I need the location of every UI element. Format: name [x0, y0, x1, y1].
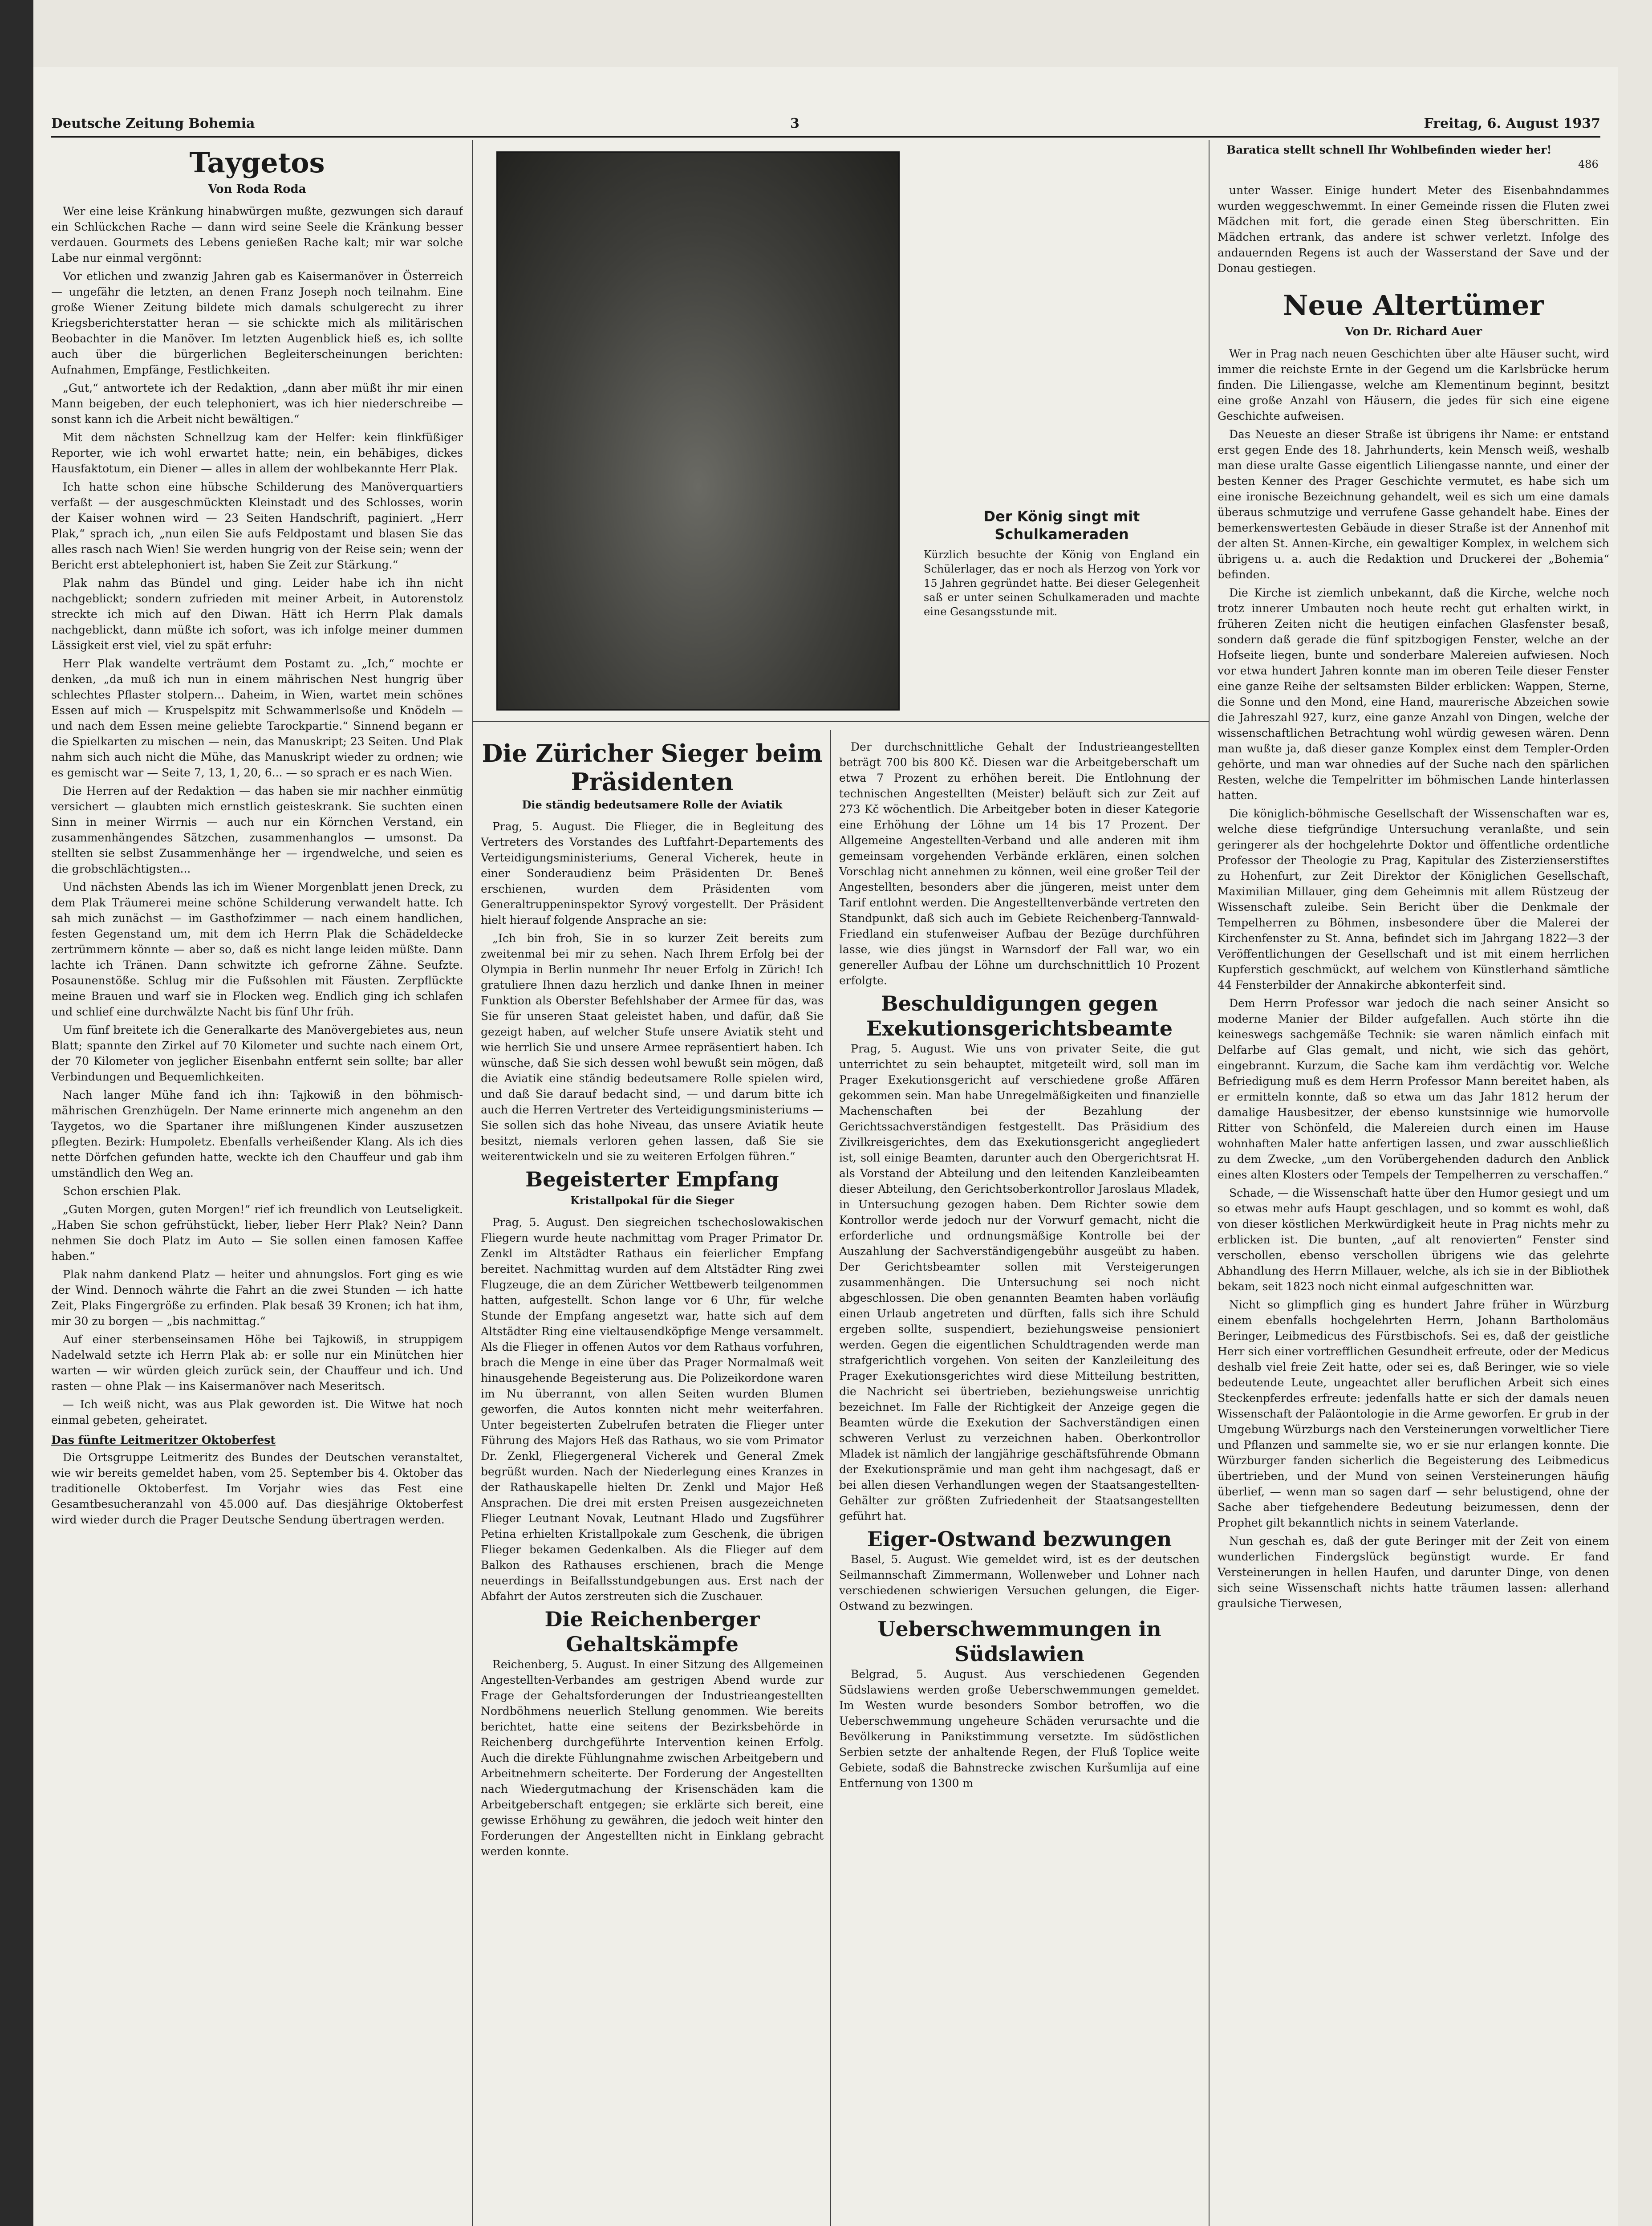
paragraph: Belgrad, 5. August. Aus verschiedenen Gegenden Südslawiens werden große Ueberschwemmungen gemeldet. Im Westen wurde besonders Sombor betroffen, wo die Ueberschwemmung ungeheure Schäden verursachte und die Bevölkerung in Panikstimmung versetzte. Im südöstlichen Serbien setzte der anhaltende Regen, der Fluß Toplice weite Gebiete, sodaß die Bahnstrecke zwischen Kuršumlija auf eine Entfernung von 1300 m [839, 1668, 1200, 1790]
column-2 [481, 739, 824, 2226]
paragraph: Plak nahm dankend Platz — heiter und ahnungslos. Fort ging es wie der Wind. Dennoch währte die Fahrt an die zwei Stunden — ich hatte Zeit, Plaks Fingergröße zu erfinden. Plak besaß 39 Kronen; ich hat ihm, mir 30 zu borgen — „bis nachmittag.“ [51, 1268, 463, 1328]
column-divider [1209, 140, 1210, 2226]
paragraph: Basel, 5. August. Wie gemeldet wird, ist es der deutschen Seilmannschaft Zimmermann, Wollenweber und Lohner nach verschiedenen schwierigen Versuchen gelungen, die Eiger-Ostwand zu bezwingen. [839, 1553, 1200, 1613]
paragraph: Dem Herrn Professor war jedoch die nach seiner Ansicht so moderne Manier der Bilder aufgefallen. Auch störte ihn die keineswegs sachgemäße Technik: sie waren nämlich einfach mit Delfarbe auf Glas gemalt, und nicht, wie sich das gehört, eingebrannt. Kurzum, die Sache kam ihm verdächtig vor. Welche Befriedigung muß es dem Herrn Professor Mann bereitet haben, als er ermitteln konnte, daß so etwa um das Jahr 1812 herum der damalige Hausbesitzer, der ebenso kunstsinnige wie humorvolle Ritter von Schönfeld, die Malereien durch einen im Hause wohnhaften Maler hatte anfertigen lassen, und zwar ausschließlich zu dem Zwecke, „um den Vorübergehenden dadurch den Anblick eines alten Klosters oder Tempels der Tempelherren zu verschaffen.“ [1218, 997, 1609, 1181]
article-byline: Von Dr. Richard Auer [1344, 325, 1482, 338]
paragraph: „Ich bin froh, Sie in so kurzer Zeit bereits zum zweitenmal bei mir zu sehen. Nach Ihrem Erfolg bei der Olympia in Berlin nunmehr Ihr neuer Erfolg in Zürich! Ich gratuliere Ihnen dazu herzlich und danke Ihnen in meiner Funktion als Oberster Befehlshaber der Armee für das, was Sie für unseren Staat geleistet haben, und dafür, daß Sie gezeigt haben, auf welcher Stufe unsere Aviatik steht und wie herrlich Sie und unsere Armee repräsentiert haben. Ich wünsche, daß Sie sich dessen wohl bewußt sein mögen, daß die Aviatik eine ständig bedeutsamere Rolle spielen wird, und daß Sie darauf bedacht sind, — und darum bitte ich auch die Herren Vertreter des Verteidigungsministeriums — Sie sollen sich das hohe Niveau, das unsere Aviatik heute besitzt, niemals verloren gehen lassen, daß Sie sie weiterentwickeln und sie zu weiteren Erfolgen führen.“ [481, 932, 824, 1163]
paragraph: Ich hatte schon eine hübsche Schilderung des Manöverquartiers verfaßt — der ausgeschmückten Kleinstadt und des Schlosses, worin der Kaiser wohnen wird — 23 Seiten Handschrift, paginiert. „Herr Plak,“ sprach ich, „nun eilen Sie aufs Feldpostamt und blasen Sie das alles rasch nach Wien! Sie werden hungrig von der Reise sein; wenn der Bericht erst abtelephoniert ist, haben Sie Zeit zur Stärkung.“ [51, 480, 463, 571]
article-title: Ueberschwemmungen in Südslawien [877, 1617, 1161, 1666]
article-title: Die Züricher Sieger beim Präsidenten [482, 739, 823, 796]
paragraph: Reichenberg, 5. August. In einer Sitzung des Allgemeinen Angestellten-Verbandes am gestrigen Abend wurde zur Frage der Gehaltsforderungen der Industrieangestellten Nordböhmens neuerlich Stellung genommen. Wie bereits berichtet, hatte eine seitens der Bezirksbehörde in Reichenberg durchgeführte Intervention keinen Erfolg. Auch die direkte Fühlungnahme zwischen Arbeitgebern und Arbeitnehmern scheiterte. Der Forderung der Angestellten nach Wiedergutmachung der Krisenschäden kam die Arbeitgeberschaft entgegen; sie erklärte sich bereit, eine gewisse Erhöhung zu gewähren, die jedoch weit hinter den Forderungen der Angestellten nicht in Einklang gebracht werden konnte. [481, 1658, 824, 1858]
header-rule [51, 136, 1600, 138]
ad-note: Baratica stellt schnell Ihr Wohlbefinden wieder her! [1226, 143, 1552, 156]
article-title: Beschuldigungen gegen Exekutionsgerichtsbeamte [866, 991, 1173, 1040]
article-title: Taygetos [189, 147, 325, 179]
paragraph: Und nächsten Abends las ich im Wiener Morgenblatt jenen Dreck, zu dem Plak Träumerei meine schöne Schilderung verwandelt hatte. Ich sah mich zunächst — im Gasthofzimmer — nach einem handlichen, festen Gegenstand um, mit dem ich Herrn Plak die Schädeldecke zertrümmern könnte — aber so, daß es nicht lange leiden müßte. Dann lachte ich Tränen. Dann schwitzte ich gefrorne Zähne. Seufzte. Posaunenstöße. Schlug mir die Fußsohlen mit Fäusten. Zerpflückte meine Brauen und warf sie in Flocken weg. Endlich ging ich schlafen und schlief eine durchwälzte Nacht bis fünf Uhr früh. [51, 881, 463, 1018]
paragraph: Wer in Prag nach neuen Geschichten über alte Häuser sucht, wird immer die reichste Ernte in der Gegend um die Karlsbrücke herum finden. Die Liliengasse, welche am Klementinum beginnt, besitzt eine große Anzahl von Häusern, die jedes für sich eine eigene Geschichte aufweisen. [1218, 347, 1609, 422]
paragraph: Nicht so glimpflich ging es hundert Jahre früher in Würzburg einem ebenfalls hochgelehrten Herrn, Johann Bartholomäus Beringer, Leibmedicus des Fürstbischofs. Sei es, daß der geistliche Herr sich einer vortrefflichen Gesundheit erfreute, oder der Medicus deshalb viel freie Zeit hatte, oder sei es, daß Beringer, wie so viele bedeutende Leute, ungeachtet aller beruflichen Arbeit sich eines Steckenpferdes erfreute: jedenfalls hatte er sich der damals neuen Wissenschaft der Paläontologie in die Arme geworfen. Er grub in der Umgebung Würzburgs nach den Versteinerungen vorweltlicher Tiere und Pflanzen und sammelte sie, wo er sie nur erlangen konnte. Die Würzburger fanden sicherlich die Begeisterung des Leibmedicus übertrieben, und der Mund von seinen Versteinerungen häufig überlief, — wenn man so sagen darf — sehr belustigend, ohne der Sache aber tiefgehendere Bedeutung beizumessen, denn der Prophet gilt bekanntlich nichts in seinem Vaterlande. [1218, 1298, 1609, 1529]
article-subtitle: Kristallpokal für die Sieger [570, 1194, 735, 1207]
article-title: Die Reichenberger Gehaltskämpfe [544, 1607, 760, 1656]
column-divider [830, 730, 831, 2226]
paper-name: Deutsche Zeitung Bohemia [51, 116, 255, 131]
article-title: Begeisterter Empfang [525, 1167, 779, 1191]
column-divider [472, 140, 473, 2226]
paragraph: Die Kirche ist ziemlich unbekannt, daß die Kirche, welche noch trotz innerer Umbauten noch heute recht gut erhalten wirkt, in früheren Zeiten nicht die heutigen einfachen Glasfenster besaß, sondern daß gerade die fünf spitzbogigen Fenster, welche an der Hofseite liegen, bunte und sonderbare Malereien aufwiesen. Noch vor etwa hundert Jahren konnte man im oberen Teile dieser Fenster eine ganze Reihe der seltsamsten Bilder erblicken: Wappen, Sterne, die Sonne und den Mond, eine Hand, maurerische Abzeichen sowie die Jahreszahl 927, kurz, eine ganze Anzahl von Dingen, welche der wissenschaftlichen Betrachtung wohl würdig gewesen wären. Denn man wußte ja, daß dieser ganze Komplex einst dem Templer-Orden gehörte, und man war ohnedies auf der Suche nach den spärlichen Resten, welche die Tempelritter im böhmischen Lande hinterlassen hatten. [1218, 586, 1609, 802]
paragraph: Prag, 5. August. Die Flieger, die in Begleitung des Vertreters des Vorstandes des Luftfahrt-Departements des Verteidigungsministeriums, General Vicherek, heute in einer Sonderaudienz beim Präsidenten Dr. Beneš erschienen, wurden dem Präsidenten vom Generaltruppeninspektor Syrový vorgestellt. Der Präsident hielt hierauf folgende Ansprache an sie: [481, 820, 824, 926]
paragraph: „Guten Morgen, guten Morgen!“ rief ich freundlich von Leutseligkeit. „Haben Sie schon gefrühstückt, lieber, lieber Herr Plak? Nein? Dann nehmen Sie doch Platz im Auto — Sie sollen einen famosen Kaffee haben.“ [51, 1203, 463, 1263]
paragraph: Der durchschnittliche Gehalt der Industrieangestellten beträgt 700 bis 800 Kč. Diesen war die Arbeitgeberschaft um etwa 7 Prozent zu erhöhen bereit. Die Entlohnung der technischen Angestellten (Meister) beläuft sich zur Zeit auf 273 Kč wöchentlich. Die Arbeitgeber boten in dieser Kategorie eine Erhöhung der Löhne um 14 bis 17 Prozent. Der Allgemeine Angestellten-Verband und alle anderen mit ihm gemeinsam vorgehenden Verbände erklären, einen solchen Vorschlag nicht annehmen zu können, weil eine großer Teil der Angestellten, besonders aber die jüngeren, meist unter dem Tarif entlohnt werden. Die Angestelltenverbände vertreten den Standpunkt, daß sich auch im Gebiete Reichenberg-Tannwald-Friedland ein stufenweiser Aufbau der Bezüge durchführen lasse, wie dies jüngst in Warnsdorf der Fall war, wo ein genereller Aufbau der Löhne um durchschnittlich 10 Prozent erfolgte. [839, 740, 1200, 987]
paragraph: „Gut,“ antwortete ich der Redaktion, „dann aber müßt ihr mir einen Mann beigeben, der euch telephoniert, was ich hier niederschreibe — sonst kann ich die Arbeit nicht bewältigen.“ [51, 382, 463, 426]
paragraph: — Ich weiß nicht, was aus Plak geworden ist. Die Witwe hat noch einmal gebeten, geheiratet. [51, 1398, 463, 1426]
paragraph: Das Neueste an dieser Straße ist übrigens ihr Name: er entstand erst gegen Ende des 18. Jahrhunderts, kein Mensch weiß, weshalb man diese uralte Gasse eigentlich Liliengasse nannte, und einer der besten Kenner des Prager Geschichte vermutet, es habe sich um eine ironische Bezeichnung gehandelt, weil es sich um eine damals überaus schmutzige und verrufene Gasse gehandelt habe. Eines der bemerkenswertesten Gebäude in dieser Straße ist der Annenhof mit der alten St. Annen-Kirche, ein gewaltiger Komplex, in welchem sich übrigens u. a. auch die Redaktion und Druckerei der „Bohemia“ befinden. [1218, 428, 1609, 581]
paragraph: Mit dem nächsten Schnellzug kam der Helfer: kein flinkfüßiger Reporter, wie ich wohl erwartet hatte; nein, ein behäbiges, dickes Hausfaktotum, ein Diener — alles in allem der wohlbekannte Herr Plak. [51, 431, 463, 475]
paragraph: Vor etlichen und zwanzig Jahren gab es Kaisermanöver in Österreich — ungefähr die letzten, an denen Franz Joseph noch teilnahm. Eine große Wiener Zeitung bildete mich damals schulgerecht zu ihrer Kriegsberichterstatter heran — sie schickte mich als militärischen Beobachter in die Manöver. Im letzten Augenblick hieß es, ich sollte auch über die bürgerlichen Begleiterscheinungen berichten: Aufnahmen, Empfänge, Festlichkeiten. [51, 270, 463, 376]
paragraph: Um fünf breitete ich die Generalkarte des Manövergebietes aus, neun Blatt; spannte den Zirkel auf 70 Kilometer und suchte nach einem Ort, der 70 Kilometer von jeglicher Eisenbahn entfernt sein sollte; bar aller Verbindungen und Bequemlichkeiten. [51, 1024, 463, 1083]
article-title: Neue Altertümer [1283, 289, 1544, 321]
paragraph: Auf einer sterbenseinsamen Höhe bei Tajkowiß, in struppigem Nadelwald setzte ich Herrn Plak ab: er solle nur ein Minütchen hier warten — wir würden gleich zurück sein, der Chauffeur und ich. Und rasten — ohne Plak — ins Kaisermanöver nach Meseritsch. [51, 1333, 463, 1393]
newspaper-page [33, 67, 1618, 2226]
paragraph: Prag, 5. August. Den siegreichen tschechoslowakischen Fliegern wurde heute nachmittag vom Prager Primator Dr. Zenkl im Altstädter Rathaus ein feierlicher Empfang bereitet. Nachmittag wurden auf dem Altstädter Ring zwei Flugzeuge, die an dem Züricher Wettbewerb teilgenommen hatten, aufgestellt. Schon lange vor 6 Uhr, für welche Stunde der Empfang angesetzt war, hatte sich auf dem Altstädter Ring eine vieltausendköpfige Menge versammelt. Als die Flieger in offenen Autos vor dem Rathaus vorfuhren, brach die Menge in eine über das Prager Normalmaß weit hinausgehende Begeisterung aus. Die Polizeikordone waren im Nu überrannt, von allen Seiten wurden Blumen geworfen, die Autos konnten nicht mehr weiterfahren. Unter begeisterten Zubelrufen betraten die Flieger unter Führung des Majors Heß das Rathaus, wo sie vom Primator Dr. Zenkl, Fliegergeneral Vicherek und General Zmek begrüßt wurden. Nach der Niederlegung eines Kranzes in der Rathauskapelle hielten Dr. Zenkl und Major Heß Ansprachen. Die drei mit ersten Preisen ausgezeichneten Flieger Leutnant Novak, Leutnant Hlado und Zugsführer Petina erhielten Kristallpokale zum Geschenk, die übrigen Flieger bekamen Gedenkalben. Als die Flieger auf dem Balkon des Rathauses erschienen, brach die Menge neuerdings in Beifallsstundgebungen aus. Erst nach der Abfahrt der Autos zerstreuten sich die Zuschauer. [481, 1216, 824, 1603]
paragraph: Plak nahm das Bündel und ging. Leider habe ich ihn nicht nachgeblickt; sondern zufrieden mit meiner Arbeit, in Autorenstolz streckte ich mich auf den Diwan. Hätt ich Herrn Plak damals nachgeblickt, dann müßte ich sofort, was ich infolge meiner dummen Lässigkeit erst viel, viel zu spät erfuhr: [51, 577, 463, 652]
caption-text: Kürzlich besuchte der König von England ein Schülerlager, das er noch als Herzog von York vor 15 Jahren gegründet hatte. Bei dieser Gelegenheit saß er unter seinen Schulkameraden und machte eine Gesangsstunde mit. [924, 548, 1200, 618]
section-rule [472, 721, 1209, 722]
scan-margin [0, 0, 33, 2226]
column-1 [51, 147, 463, 2226]
paragraph: Die königlich-böhmische Gesellschaft der Wissenschaften war es, welche diese tiefgründige Untersuchung veranlaßte, und sein geringerer als der hochgelehrte Doktor und öffentliche ordentliche Professor der Theologie zu Prag, Kapitular des Zisterzienserstiftes zu Hohenfurt, zur Zeit Direktor der Königlichen Gesellschaft, Maximilian Millauer, ging dem Geheimnis mit allem Rüstzeug der Wissenschaft zuleibe. Sein Bericht über die Denkmale der Tempelherren zu Böhmen, insbesondere über die Malerei der Kirchenfenster zu St. Anna, befindet sich im Jahrgang 1822—3 der Veröffentlichungen der Gesellschaft und ist mit einem herrlichen Kupferstich geschmückt, auf welchem von Künstlerhand sämtliche 44 Fensterbilder der Annakirche abkonterfeit sind. [1218, 807, 1609, 991]
caption-title: Der König singt mit Schulkameraden [983, 508, 1140, 543]
page-number: 3 [790, 116, 800, 131]
article-title: Eiger-Ostwand bezwungen [867, 1527, 1172, 1551]
notice-title: Das fünfte Leitmeritzer Oktoberfest [51, 1434, 276, 1446]
paragraph: Prag, 5. August. Wie uns von privater Seite, die gut unterrichtet zu sein behauptet, mitgeteilt wird, soll man im Prager Exekutionsgericht auf verschiedene große Affären gekommen sein. Man habe Unregelmäßigkeiten und finanzielle Machenschaften bei der Bezahlung der Gerichtssachverständigen festgestellt. Das Präsidium des Zivilkreisgerichtes, dem das Exekutionsgericht angegliedert ist, soll einige Beamten, darunter auch den Obergerichtsrat H. als Vorstand der Abteilung und den leitenden Kanzleibeamten dieser Abteilung, den Gerichtsoberkontrollor Jaroslaus Mladek, in Untersuchung gezogen haben. Dem Richter sowie dem Kontrollor werde jedoch nur der Vorwurf gemacht, nicht die erforderliche und ordnungsmäßige Kontrolle bei der Auszahlung der Sachverständigengebühr ausgeübt zu haben. Der Gerichtsbeamter sollen mit Versteigerungen zusammenhängen. Die Untersuchung sei noch nicht abgeschlossen. Die oben genannten Beamten haben vorläufig einen Urlaub angetreten und dürften, falls sich ihre Schuld ergeben sollte, suspendiert, beziehungsweise pensioniert werden. Gegen die eigentlichen Schuldtragenden werde man strafgerichtlich vorgehen. Von seiten der Kanzleileitung des Prager Exekutionsgerichtes wird diese Mitteilung bestritten, die Nachricht sei übertrieben, beziehungsweise unrichtig bezeichnet. Im Falle der Richtigkeit der Anzeige gegen die Beamten würde die Exekution der Sachverständigen einen schweren Verlust zu verzeichnen haben. Oberkontrollor Mladek ist nämlich der langjährige geschäftsführende Obmann der Exekutionsprämie und man geht ihm nachgesagt, daß er bei allen diesen Verhandlungen wegen der Staatsangestellten-Gehälter zur größten Zufriedenheit der Staatsangestellten geführt hat. [839, 1042, 1200, 1523]
paragraph: Nun geschah es, daß der gute Beringer mit der Zeit von einem wunderlichen Findergslück begünstigt wurde. Er fand Versteinerungen in hellen Haufen, und darunter Dinge, von denen sich seine Wissenschaft nichts hatte träumen lassen: allerhand graulsiche Tierwesen, [1218, 1535, 1609, 1610]
article-byline: Von Roda Roda [208, 183, 306, 196]
paragraph: Schade, — die Wissenschaft hatte über den Humor gesiegt und um so etwas mehr aufs Haupt geschlagen, und so kommt es wohl, daß von dieser köstlichen Merkwürdigkeit heute in Prag nichts mehr zu erblicken ist. Die bunten, „auf alt renovierten“ Fenster sind verschollen, ebenso verschollen übrigens wie das gelehrte Abhandlung des Herrn Millauer, welche, als ich sie in der Bibliothek bekam, seit 1823 noch nicht einmal aufgeschnitten war. [1218, 1186, 1609, 1293]
notice-text: Die Ortsgruppe Leitmeritz des Bundes der Deutschen veranstaltet, wie wir bereits gemeldet haben, vom 25. September bis 4. Oktober das traditionelle Oktoberfest. Im Vorjahr wies das Fest eine Gesamtbesucheranzahl von 45.000 auf. Das diesjährige Oktoberfest wird wieder durch die Prager Deutsche Sendung übertragen werden. [51, 1451, 463, 1526]
ad-code: 486 [1578, 158, 1599, 171]
paragraph: Wer eine leise Kränkung hinabwürgen mußte, gezwungen sich darauf ein Schlückchen Rache — dann wird seine Seele die Kränkung besser verdauen. Gourmets des Lebens genießen Rache kalt; mir war solche Labe nur einmal vergönnt: [51, 205, 463, 264]
photo-caption [924, 508, 1200, 619]
paragraph: Herr Plak wandelte verträumt dem Postamt zu. „Ich,“ mochte er denken, „da muß ich nun in einem mährischen Nest hungrig über schlechtes Pflaster stolpern... Daheim, in Wien, wartet mein schönes Essen auf mich — Kruspelspitz mit Schwammerlsoße und Knödeln — und nach dem Essen meine geliebte Tarockpartie.“ Sinnend begann er die Spielkarten zu mischen — nein, das Manuskript; 23 Seiten. Und Plak nahm sich auch nicht die Mühe, das Manuskript wieder zu ordnen; wie es gemischt war — Seite 7, 13, 1, 20, 6... — so sprach er es nach Wien. [51, 657, 463, 779]
issue-date: Freitag, 6. August 1937 [1424, 116, 1600, 131]
column-3 [839, 739, 1200, 2226]
photo-king-singing [496, 151, 900, 711]
article-subtitle: Die ständig bedeutsamere Rolle der Aviatik [522, 798, 783, 811]
paragraph: Schon erschien Plak. [63, 1185, 181, 1198]
paragraph: unter Wasser. Einige hundert Meter des Eisenbahndammes wurden weggeschwemmt. In einer Gemeinde rissen die Fluten zwei Mädchen mit fort, die gerade einen Steg überschritten. Ein Mädchen ertrank, das andere ist schwer verletzt. Infolge des andauernden Regens ist auch der Wasserstand der Save und der Donau gestiegen. [1218, 184, 1609, 275]
paragraph: Nach langer Mühe fand ich ihn: Tajkowiß in den böhmisch-mährischen Grenzhügeln. Der Name erinnerte mich angenehm an den Taygetos, wo die Spartaner ihre mißlungenen Kinder auszusetzen pflegten. Bezirk: Humpoletz. Ebenfalls verheißender Klang. Als ich dies nette Dörfchen gefunden hatte, weckte ich den Chauffeur und gab ihm umständlich den Weg an. [51, 1089, 463, 1179]
column-4 [1218, 183, 1609, 2226]
paragraph: Die Herren auf der Redaktion — das haben sie mir nachher einmütig versichert — glaubten mich ernstlich geisteskrank. Sie suchten einen Sinn in meiner Wirrnis — auch nur ein Körnchen Verstand, ein zusammenhängendes Sätzchen, zusammenhanglos — umsonst. Da stellten sie selbst Zusammenhänge her — irgendwelche, und seien es die grobschlächtigsten... [51, 784, 463, 875]
